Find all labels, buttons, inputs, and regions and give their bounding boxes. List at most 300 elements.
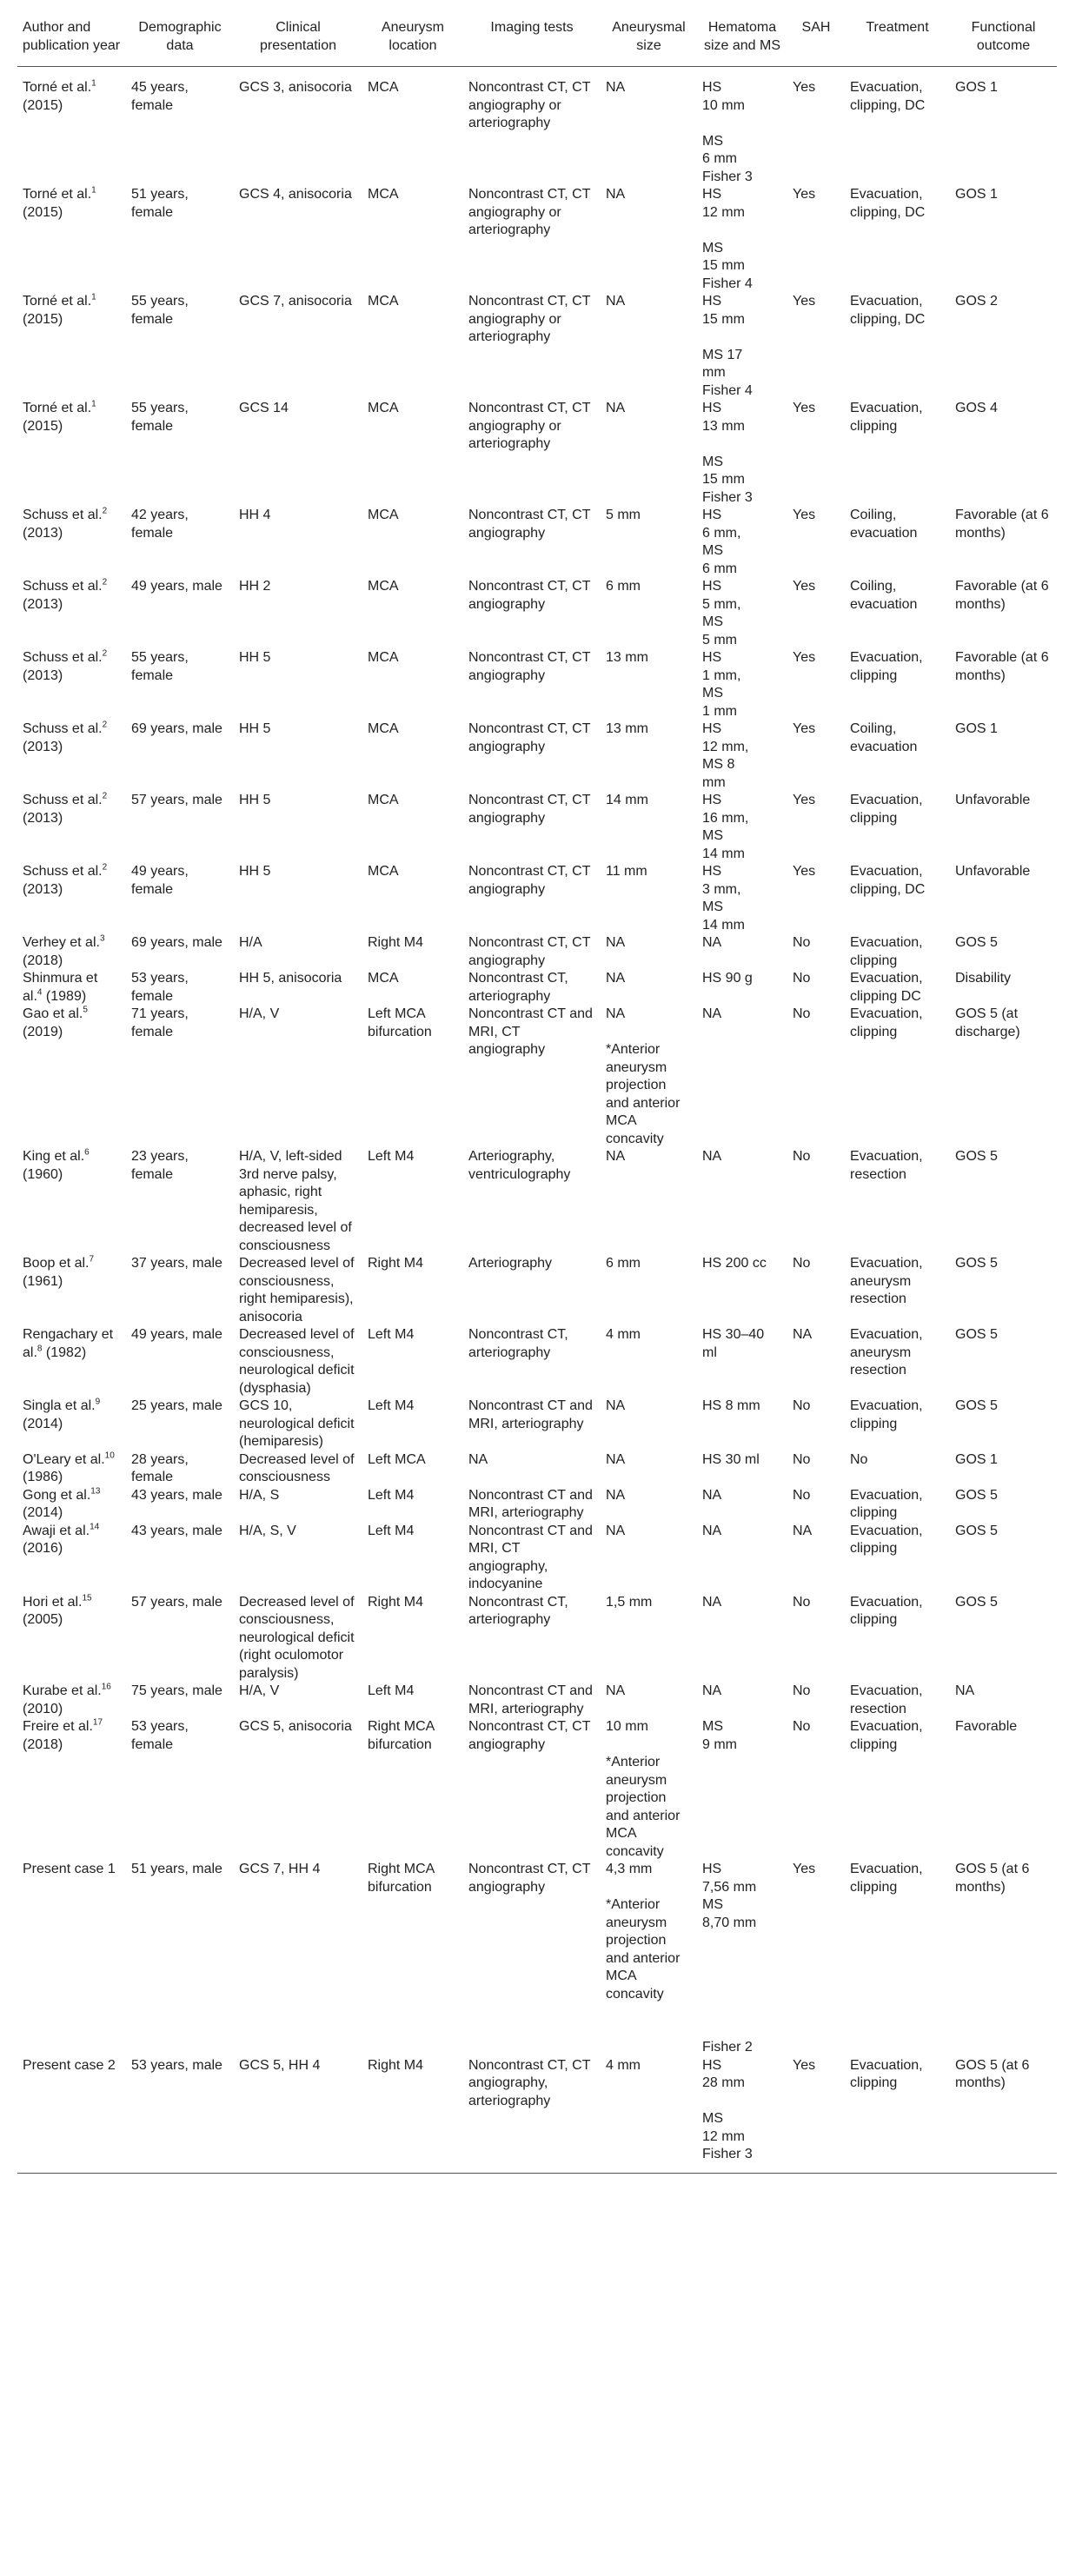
line-gap — [702, 1986, 782, 2004]
cell-location: MCA — [368, 187, 399, 202]
cell-location: MCA — [368, 579, 399, 594]
publication-year: (2018) — [23, 1736, 63, 1752]
table-row — [17, 1861, 1057, 2057]
cell-line: NA — [606, 294, 626, 309]
publication-year: (2019) — [23, 1024, 63, 1039]
cell-outcome: Favorable — [955, 1719, 1018, 1734]
cell-location: Left MCA bifurcation — [368, 1006, 432, 1039]
cell-line: HS 200 cc — [702, 1256, 767, 1271]
cell-clinical: H/A, V — [239, 1006, 280, 1021]
cell-line: NA — [606, 1149, 626, 1164]
cell-line: NA — [702, 935, 722, 950]
cell-treatment: Evacuation, clipping — [850, 1719, 923, 1752]
line-gap — [702, 329, 782, 347]
cell-author — [17, 1326, 126, 1398]
author-name: Freire et al. — [23, 1719, 93, 1734]
author-name: Present case 1 — [23, 1862, 116, 1876]
publication-year: (1982) — [45, 1344, 87, 1360]
publication-year: (2018) — [23, 953, 63, 968]
cell-location: Left M4 — [368, 1149, 415, 1164]
cell-hematoma — [697, 1326, 787, 1398]
cell-sah: Yes — [793, 1862, 816, 1876]
cell-outcome: GOS 5 — [955, 1398, 998, 1413]
cell-line: 4 mm — [606, 1327, 641, 1342]
cell-treatment: Evacuation, clipping — [850, 401, 923, 434]
cell-hematoma — [697, 1683, 787, 1718]
cell-outcome: Disability — [955, 971, 1012, 986]
cell-treatment: Evacuation, clipping — [850, 1523, 923, 1556]
author-name: Torné et al. — [23, 80, 92, 95]
cell-line: NA — [606, 1683, 626, 1698]
cell-hematoma — [697, 1487, 787, 1523]
table-row — [17, 67, 1057, 187]
cell-size — [601, 970, 697, 1006]
cell-clinical: HH 5 — [239, 864, 271, 879]
cell-demographic: 23 years, female — [131, 1149, 189, 1182]
cell-line: HS — [702, 508, 722, 522]
cell-outcome: NA — [955, 1683, 975, 1698]
publication-year: (2015) — [23, 418, 63, 434]
publication-year: (2013) — [23, 881, 63, 897]
cell-size — [601, 578, 697, 649]
cell-treatment: Evacuation, aneurysm resection — [850, 1256, 923, 1306]
cell-line: Fisher 4 — [702, 276, 753, 291]
cell-treatment: Coiling, evacuation — [850, 508, 918, 541]
cell-sah: No — [793, 1683, 811, 1698]
author-name: Singla et al. — [23, 1398, 96, 1413]
cell-hematoma — [697, 970, 787, 1006]
cell-line: NA — [702, 1594, 722, 1610]
cell-clinical: H/A, S, V — [239, 1523, 296, 1538]
cell-clinical: H/A — [239, 935, 262, 950]
cell-line: HS 30–40 ml — [702, 1327, 765, 1360]
author-name: Schuss et al. — [23, 721, 103, 736]
cell-size — [601, 1398, 697, 1451]
table-row — [17, 1523, 1057, 1594]
reference-number: 17 — [92, 1717, 103, 1728]
cell-line: NA — [606, 80, 626, 95]
cell-location: MCA — [368, 294, 399, 309]
cell-hematoma — [697, 507, 787, 578]
line-gap — [606, 1879, 692, 1897]
cell-clinical: GCS 5, anisocoria — [239, 1719, 352, 1734]
cell-treatment: Evacuation, clipping — [850, 1398, 923, 1431]
cell-size — [601, 1006, 697, 1148]
cell-line: 4,3 mm — [606, 1862, 653, 1876]
author-name: Schuss et al. — [23, 793, 103, 807]
reference-number: 2 — [102, 648, 108, 659]
cell-line: NA — [606, 971, 626, 986]
cell-sah: NA — [793, 1327, 813, 1342]
cell-demographic: 69 years, male — [131, 721, 222, 736]
cell-clinical: HH 5 — [239, 721, 271, 736]
publication-year: (2015) — [23, 204, 63, 220]
cell-line: 6 mm — [702, 561, 737, 576]
cell-line: Fisher 3 — [702, 169, 753, 184]
cell-size — [601, 1451, 697, 1487]
cell-line: Fisher 3 — [702, 489, 753, 505]
cell-demographic: 28 years, female — [131, 1451, 189, 1484]
header-location: Aneurysm location — [362, 7, 463, 67]
header-author: Author and publication year — [17, 7, 126, 67]
header-imaging: Imaging tests — [463, 7, 601, 67]
cell-hematoma — [697, 186, 787, 293]
cell-author — [17, 1255, 126, 1326]
cell-author — [17, 649, 126, 720]
cell-hematoma — [697, 934, 787, 970]
cell-location: Right M4 — [362, 2057, 463, 2174]
cell-line: NA — [606, 1451, 626, 1467]
cell-outcome: Unfavorable — [955, 864, 1031, 879]
table-row — [17, 1594, 1057, 1683]
cell-imaging: Arteriography, ventriculography — [468, 1149, 571, 1182]
line-gap — [702, 1968, 782, 1986]
cell-size — [601, 507, 697, 578]
cell-line: HS — [702, 294, 722, 309]
cell-hematoma — [697, 792, 787, 863]
cell-outcome: GOS 5 (at discharge) — [955, 1006, 1020, 1039]
cell-line: 6 mm — [606, 579, 641, 594]
cell-author — [17, 1594, 126, 1683]
cell-outcome: GOS 5 (at 6 months) — [955, 1862, 1030, 1895]
reference-number: 1 — [91, 399, 96, 409]
cell-imaging: Noncontrast CT, CT angiography — [468, 864, 591, 897]
cell-line: 12 mm — [702, 2128, 745, 2144]
reference-number: 8 — [37, 1344, 43, 1354]
author-name: King et al. — [23, 1149, 85, 1164]
cell-treatment: Evacuation, clipping — [845, 2057, 950, 2174]
header-treatment: Treatment — [845, 7, 950, 67]
cell-line: 1 mm — [702, 703, 737, 719]
cell-sah: No — [793, 1594, 811, 1610]
cell-size — [601, 400, 697, 507]
cell-line: 1,5 mm — [606, 1594, 653, 1610]
reference-number: 16 — [101, 1682, 111, 1692]
reference-number: 2 — [102, 720, 108, 730]
table-row — [17, 507, 1057, 578]
line-gap — [702, 1932, 782, 1950]
cell-demographic: 43 years, male — [131, 1523, 222, 1538]
cell-line: HS 90 g — [702, 971, 753, 986]
cell-hematoma — [697, 649, 787, 720]
cell-location: MCA — [368, 508, 399, 522]
cell-imaging: Noncontrast CT, CT angiography — [468, 579, 591, 612]
cell-sah: Yes — [793, 721, 816, 736]
table-body — [17, 67, 1057, 2174]
table-row — [17, 1398, 1057, 1451]
cell-sah: Yes — [793, 401, 816, 415]
cell-line: HS — [702, 80, 722, 95]
cell-size — [601, 1594, 697, 1683]
cell-demographic: 57 years, male — [131, 1594, 222, 1610]
cell-hematoma — [697, 720, 787, 792]
cell-line: MS — [702, 543, 723, 558]
table-row — [17, 1326, 1057, 1398]
cell-demographic: 37 years, male — [131, 1256, 222, 1271]
author-name: Boop et al. — [23, 1256, 90, 1271]
cell-clinical: GCS 4, anisocoria — [239, 187, 352, 202]
cell-author — [17, 1398, 126, 1451]
cell-author — [17, 863, 126, 934]
cell-location: MCA — [368, 864, 399, 879]
cell-line: 14 mm — [702, 846, 745, 861]
cell-line: 13 mm — [702, 418, 745, 434]
cell-size — [601, 934, 697, 970]
cell-sah: No — [793, 1149, 811, 1164]
cell-line: 6 mm, — [702, 525, 741, 541]
cell-line: HS — [702, 187, 722, 202]
cell-clinical: GCS 7, anisocoria — [239, 294, 352, 309]
cell-author — [17, 1006, 126, 1148]
cell-line: 12 mm — [702, 204, 745, 220]
author-name: Schuss et al. — [23, 864, 103, 879]
cell-imaging: Noncontrast CT, CT angiography or arteriography — [468, 187, 591, 237]
author-name: Shinmura et al. — [23, 971, 98, 1004]
cell-size — [601, 67, 697, 187]
cell-imaging: Noncontrast CT, CT angiography, arteriography — [463, 2057, 601, 2174]
cell-line: 28 mm — [702, 2075, 745, 2090]
table-row — [17, 293, 1057, 400]
cell-imaging: Arteriography — [468, 1256, 553, 1271]
author-name: O'Leary et al. — [23, 1451, 105, 1467]
cell-outcome: GOS 5 — [955, 1523, 998, 1538]
reference-number: 2 — [102, 791, 108, 801]
cell-outcome: GOS 1 — [955, 80, 998, 95]
cell-treatment: Evacuation, clipping DC — [850, 971, 923, 1004]
cell-line: HS — [702, 793, 722, 807]
cell-line: mm — [702, 365, 726, 380]
cell-line: mm — [702, 774, 726, 790]
reference-number: 4 — [37, 987, 43, 998]
cell-demographic: 49 years, female — [131, 864, 189, 897]
cell-author — [17, 1487, 126, 1523]
cell-treatment: Evacuation, aneurysm resection — [850, 1327, 923, 1378]
cell-hematoma — [697, 1451, 787, 1487]
cell-location: Left M4 — [368, 1523, 415, 1538]
cell-size — [601, 1148, 697, 1255]
publication-year: (1960) — [23, 1166, 63, 1182]
cell-sah: Yes — [793, 579, 816, 594]
cell-hematoma — [697, 1255, 787, 1326]
cell-line: 9 mm — [702, 1736, 737, 1752]
cell-location: Left M4 — [368, 1327, 415, 1342]
cell-clinical: Decreased level of consciousness, right hemiparesis), anisocoria — [239, 1256, 355, 1325]
cell-line: NA — [606, 187, 626, 202]
cell-demographic: 45 years, female — [131, 80, 189, 113]
cell-treatment: Evacuation, clipping, DC — [850, 187, 926, 220]
author-name: Schuss et al. — [23, 650, 103, 665]
cell-line: HS — [702, 401, 722, 415]
cell-location: Right M4 — [368, 935, 424, 950]
cell-imaging: Noncontrast CT, CT angiography — [468, 508, 591, 541]
cell-sah: NA — [793, 1523, 813, 1538]
cell-treatment: Evacuation, clipping — [850, 1487, 923, 1520]
line-gap — [702, 2003, 782, 2022]
cell-location: Left M4 — [368, 1487, 415, 1503]
cell-line: NA — [702, 1006, 722, 1021]
author-name: Gao et al. — [23, 1006, 83, 1021]
cell-treatment: Evacuation, clipping, DC — [850, 294, 926, 327]
author-name: Schuss et al. — [23, 508, 103, 522]
reference-number: 1 — [91, 292, 96, 302]
cell-line: NA — [702, 1683, 722, 1698]
cell-line: MS — [702, 900, 723, 914]
cell-treatment: Evacuation, clipping — [850, 1594, 923, 1627]
cell-imaging: Noncontrast CT, arteriography — [468, 1594, 568, 1627]
cell-demographic: 71 years, female — [131, 1006, 189, 1039]
line-gap — [702, 2093, 782, 2111]
cell-line: NA — [702, 1149, 722, 1164]
cell-sah: No — [793, 935, 811, 950]
cell-author — [17, 1683, 126, 1718]
publication-year: (2013) — [23, 667, 63, 683]
cell-hematoma — [697, 293, 787, 400]
cell-demographic: 51 years, male — [131, 1862, 222, 1876]
cell-line: MS — [702, 686, 723, 700]
cell-imaging: Noncontrast CT, arteriography — [468, 971, 568, 1004]
cell-line: 15 mm — [702, 258, 745, 273]
cell-line: *Anterior aneurysm projection and anterior MCA concavity — [606, 1042, 681, 1146]
header-size: Aneurysmal size — [601, 7, 697, 67]
publication-year: (2005) — [23, 1612, 63, 1627]
cell-sah: No — [793, 1398, 811, 1413]
cell-demographic: 51 years, female — [131, 187, 189, 220]
cell-line: MS — [702, 828, 723, 843]
cell-outcome: GOS 5 — [955, 1594, 998, 1610]
cell-clinical: H/A, S — [239, 1487, 280, 1503]
cell-author — [17, 792, 126, 863]
cell-line: 3 mm, — [702, 881, 741, 897]
reference-number: 6 — [84, 1147, 90, 1158]
cell-line: 11 mm — [606, 864, 647, 879]
table-row — [17, 934, 1057, 970]
cell-line: MS — [702, 614, 723, 629]
cell-outcome: GOS 5 — [955, 1327, 998, 1342]
table-row — [17, 720, 1057, 792]
cell-sah: No — [793, 1487, 811, 1503]
cell-line: NA — [702, 1487, 722, 1503]
cell-sah: Yes — [793, 793, 816, 807]
cell-outcome: GOS 1 — [955, 721, 998, 736]
cell-outcome: Favorable (at 6 months) — [955, 579, 1049, 612]
cell-clinical: GCS 3, anisocoria — [239, 80, 352, 95]
cell-imaging: Noncontrast CT and MRI, arteriography — [468, 1398, 593, 1431]
cell-line: 10 mm — [702, 97, 745, 113]
cell-line: 6 mm — [702, 151, 737, 166]
table-row — [17, 649, 1057, 720]
author-name: Rengachary et al. — [23, 1327, 114, 1360]
table-row — [17, 186, 1057, 293]
line-gap — [606, 1024, 692, 1042]
cell-line: 10 mm — [606, 1719, 648, 1734]
publication-year: (1986) — [23, 1470, 63, 1484]
cell-sah: Yes — [793, 187, 816, 202]
cell-hematoma — [697, 863, 787, 934]
cell-line: 15 mm — [702, 472, 745, 487]
cell-line: MS — [702, 240, 723, 256]
cell-size — [601, 1487, 697, 1523]
publication-year: (2013) — [23, 810, 63, 826]
line-gap — [702, 222, 782, 240]
cell-line: 5 mm, — [702, 596, 741, 612]
cell-location: Right MCA bifurcation — [368, 1719, 435, 1752]
reference-number: 10 — [104, 1451, 115, 1461]
cell-line: 13 mm — [606, 721, 648, 736]
table-row — [17, 400, 1057, 507]
cell-treatment: Coiling, evacuation — [850, 721, 918, 754]
cell-demographic: 55 years, female — [131, 294, 189, 327]
cell-author — [17, 67, 126, 187]
author-name: Schuss et al. — [23, 579, 103, 594]
cell-location: Left M4 — [368, 1398, 415, 1413]
publication-year: (2010) — [23, 1701, 63, 1716]
publication-year: (2014) — [23, 1505, 63, 1520]
cell-author — [17, 186, 126, 293]
cell-line: HS 30 ml — [702, 1451, 760, 1467]
publication-year: (2013) — [23, 596, 63, 612]
cell-line: NA — [606, 1523, 626, 1538]
cell-size — [601, 1326, 697, 1398]
cell-demographic: 49 years, male — [131, 1327, 222, 1342]
reference-number: 3 — [99, 933, 105, 944]
cell-outcome: GOS 5 — [955, 1149, 998, 1164]
header-outcome: Functional outcome — [950, 7, 1057, 67]
cell-author — [17, 400, 126, 507]
cell-clinical: HH 5 — [239, 650, 271, 665]
reference-number: 15 — [82, 1593, 92, 1603]
publication-year: (2015) — [23, 311, 63, 327]
cell-imaging: Noncontrast CT, arteriography — [468, 1327, 568, 1360]
cell-demographic: 25 years, male — [131, 1398, 222, 1413]
header-demographic: Demographic data — [126, 7, 234, 67]
cell-size — [601, 1718, 697, 1861]
cell-hematoma — [697, 1398, 787, 1451]
cell-clinical: HH 5, anisocoria — [239, 971, 342, 986]
cell-sah: Yes — [793, 80, 816, 95]
cell-size — [601, 2057, 697, 2174]
cell-line: 8,70 mm — [702, 1915, 757, 1930]
cell-clinical: Decreased level of consciousness — [239, 1451, 355, 1484]
cell-sah: No — [793, 1719, 811, 1734]
cell-clinical: HH 5 — [239, 793, 271, 807]
header-sah: SAH — [787, 7, 845, 67]
cell-imaging: Noncontrast CT, CT angiography — [468, 1862, 591, 1895]
cell-treatment: No — [850, 1451, 868, 1467]
cell-demographic: 57 years, male — [131, 793, 222, 807]
cell-line: NA — [702, 1523, 722, 1538]
cell-sah: No — [793, 1256, 811, 1271]
cell-demographic: 55 years, female — [131, 401, 189, 434]
cell-author — [17, 970, 126, 1006]
reference-number: 1 — [91, 185, 96, 196]
cell-hematoma — [697, 1718, 787, 1861]
cell-imaging: Noncontrast CT, CT angiography or arteriography — [468, 80, 591, 130]
table-row — [17, 1683, 1057, 1718]
cell-line: HS — [702, 650, 722, 665]
cell-clinical: H/A, V — [239, 1683, 280, 1698]
cell-line: MS — [702, 1719, 723, 1734]
table-row — [17, 970, 1057, 1006]
table-header — [17, 7, 1057, 67]
cell-imaging: Noncontrast CT, CT angiography or arteriography — [468, 401, 591, 451]
author-name: Torné et al. — [23, 187, 92, 202]
cell-hematoma — [697, 400, 787, 507]
cell-location: Right M4 — [368, 1594, 424, 1610]
cell-clinical: H/A, V, left-sided 3rd nerve palsy, aphasic, right hemiparesis, decreased level of consciousness — [239, 1149, 352, 1253]
cell-line: HS — [702, 1862, 722, 1876]
cell-location: MCA — [368, 650, 399, 665]
comparison-table — [17, 7, 1057, 2174]
